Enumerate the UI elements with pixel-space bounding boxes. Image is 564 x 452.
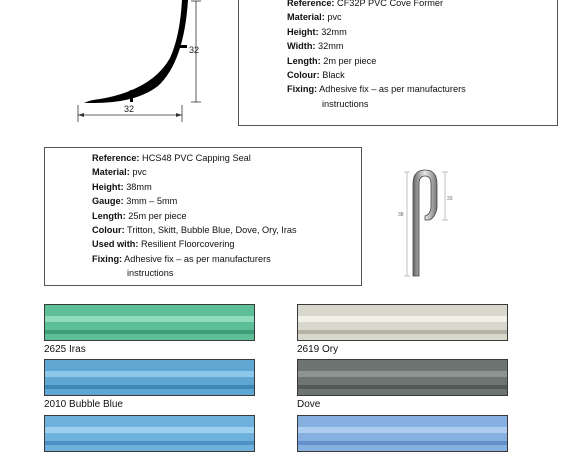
spec-label: Length: <box>287 55 321 66</box>
spec-label: Colour: <box>287 70 320 80</box>
cove-former-profile <box>84 0 188 103</box>
spec-value: 25m per piece <box>125 210 187 221</box>
capping-seal-drawing <box>395 166 465 284</box>
spec-value: 32mm <box>318 26 347 37</box>
spec-fixing-continuation: instructions <box>127 268 174 279</box>
seal-inner-dimension: 33 <box>447 196 453 202</box>
spec-label: Reference: <box>287 0 335 8</box>
capping-seal-spec-box <box>44 147 362 286</box>
spec-line <box>92 180 152 194</box>
spec-line <box>92 223 297 237</box>
spec-value: HCS48 PVC Capping Seal <box>139 153 251 163</box>
swatch-label: 2625 Iras <box>44 344 86 355</box>
swatch-label: Dove <box>297 399 321 410</box>
spec-line <box>92 194 177 208</box>
spec-label: Length: <box>92 210 126 221</box>
swatch-label: 2010 Bubble Blue <box>44 399 123 410</box>
spec-value: Resilient Floorcovering <box>138 239 235 250</box>
width-dimension-label: 32 <box>124 104 135 114</box>
height-dimension-label: 32 <box>189 45 200 55</box>
spec-label: Material: <box>287 12 325 23</box>
spec-label: Colour: <box>92 225 125 235</box>
spec-label: Height: <box>287 26 319 37</box>
spec-line <box>287 82 466 96</box>
spec-label: Width: <box>287 41 316 52</box>
spec-line <box>287 25 347 39</box>
spec-line <box>92 165 147 179</box>
spec-line <box>92 237 234 251</box>
spec-line <box>287 0 443 10</box>
capping-seal-profile <box>413 170 437 276</box>
spec-label: Material: <box>92 167 130 178</box>
spec-value: 38mm <box>123 181 152 192</box>
spec-value: CF32P PVC Cove Former <box>334 0 444 8</box>
spec-line <box>92 151 251 165</box>
spec-line <box>287 39 344 53</box>
spec-line <box>287 10 342 24</box>
spec-value: pvc <box>129 167 147 178</box>
spec-label: Gauge: <box>92 196 124 207</box>
cove-former-fin-top <box>175 45 187 48</box>
spec-value: 32mm <box>315 41 344 52</box>
color-swatch <box>297 304 508 341</box>
spec-value: Tritton, Skitt, Bubble Blue, Dove, Ory, Iras <box>124 225 297 235</box>
color-swatch <box>44 359 255 396</box>
color-swatch <box>44 304 255 341</box>
spec-line <box>92 209 186 223</box>
spec-label: Reference: <box>92 153 140 163</box>
color-swatch <box>44 415 255 452</box>
spec-fixing-continuation: instructions <box>322 98 369 109</box>
spec-label: Fixing: <box>92 253 123 264</box>
cove-former-fin-bottom <box>130 90 133 102</box>
swatch-label: 2619 Ory <box>297 344 339 355</box>
spec-value: pvc <box>324 12 342 23</box>
color-swatch <box>297 359 508 396</box>
spec-line <box>287 68 345 82</box>
spec-label: Fixing: <box>287 84 318 95</box>
spec-value: Adhesive fix – as per manufacturers <box>122 253 271 264</box>
spec-label: Used with: <box>92 239 139 250</box>
seal-outer-dimension: 38 <box>398 212 404 218</box>
spec-line <box>92 252 271 266</box>
cove-former-drawing <box>60 0 210 128</box>
spec-line <box>287 54 376 68</box>
spec-value: Black <box>319 70 345 80</box>
spec-value: 2m per piece <box>320 55 377 66</box>
spec-label: Height: <box>92 181 124 192</box>
cove-former-spec-box <box>238 0 558 126</box>
spec-value: Adhesive fix – as per manufacturers <box>317 84 466 95</box>
spec-value: 3mm – 5mm <box>123 196 178 207</box>
color-swatch <box>297 415 508 452</box>
